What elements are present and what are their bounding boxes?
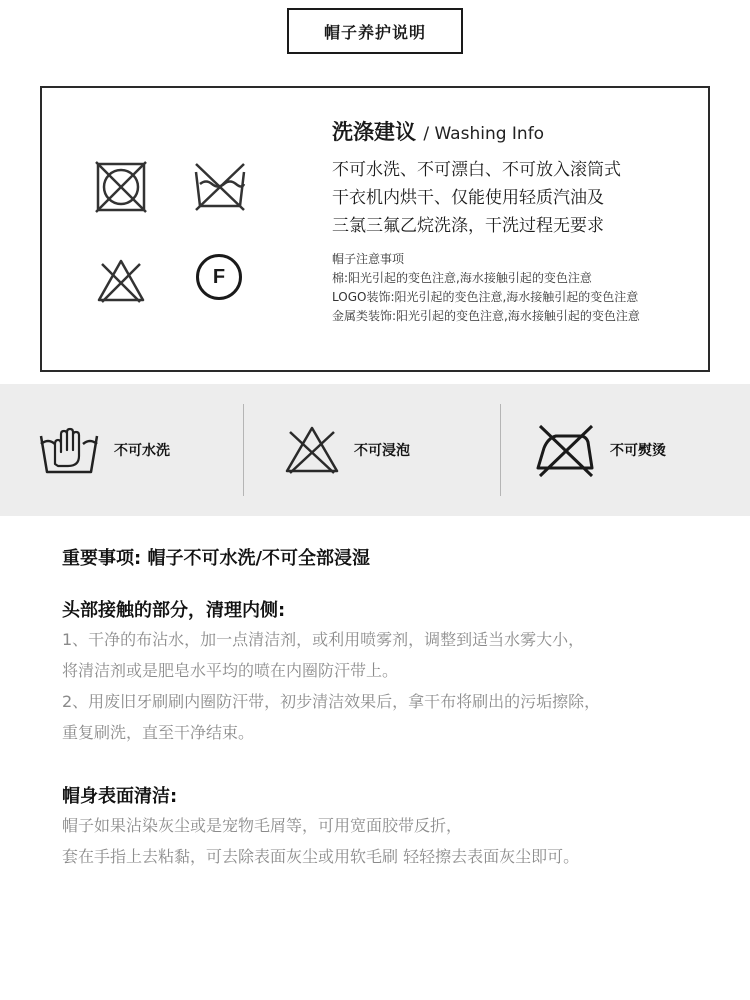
section-line: 1、干净的布沾水，加一点清洁剂，或利用喷雾剂，调整到适当水雾大小， — [62, 630, 585, 649]
section-line: 套在手指上去粘黏，可去除表面灰尘或用软毛刷 轻轻擦去表面灰尘即可。 — [62, 847, 580, 866]
no-iron-icon — [534, 422, 596, 478]
band-item-no-water-wash — [38, 384, 170, 516]
cleaning-notes — [62, 540, 742, 872]
washing-info-text — [332, 118, 702, 326]
care-title-box — [287, 8, 463, 54]
care-note-line: 金属类装饰:阳光引起的变色注意,海水接触引起的变色注意 — [332, 309, 640, 323]
section-line: 帽子如果沾染灰尘或是宠物毛屑等，可用宽面胶带反折， — [62, 816, 463, 835]
surface-cleaning-section — [62, 784, 742, 872]
care-symbols-band — [0, 384, 750, 516]
section-title: 帽身表面清洁: — [62, 786, 178, 807]
no-bleach-icon — [96, 258, 146, 304]
section-title: 头部接触的部分，清理内侧: — [62, 600, 286, 621]
washing-heading-cn: 洗涤建议 — [332, 120, 416, 144]
care-note-line: 棉:阳光引起的变色注意,海水接触引起的变色注意 — [332, 271, 592, 285]
band-divider — [500, 404, 501, 496]
no-tumble-dry-icon — [94, 160, 148, 214]
band-item-no-soak — [284, 384, 410, 516]
no-soak-triangle-icon — [284, 424, 340, 476]
washing-line: 不可水洗、不可漂白、不可放入滚筒式 — [332, 160, 621, 180]
important-notice: 重要事项: 帽子不可水洗/不可全部浸湿 — [62, 548, 371, 569]
washing-info-panel — [40, 86, 710, 372]
section-line: 重复刷洗，直至干净结束。 — [62, 723, 255, 742]
band-label: 不可水洗 — [114, 443, 170, 459]
care-note-line: LOGO装饰:阳光引起的变色注意,海水接触引起的变色注意 — [332, 290, 639, 304]
washing-heading — [332, 118, 702, 148]
band-label: 不可熨烫 — [610, 443, 666, 459]
dry-clean-f-icon — [196, 254, 242, 300]
dry-clean-letter: F — [212, 265, 226, 288]
band-label: 不可浸泡 — [354, 443, 410, 459]
washing-heading-en: / Washing Info — [423, 124, 545, 144]
washing-instructions — [332, 156, 702, 240]
no-wash-basin-icon — [192, 158, 248, 214]
care-notes-title: 帽子注意事项 — [332, 252, 405, 266]
washing-line: 三氯三氟乙烷洗涤，干洗过程无要求 — [332, 216, 604, 236]
section-line: 将清洁剂或是肥皂水平均的喷在内圈防汗带上。 — [62, 661, 399, 680]
section-line: 2、用废旧牙刷刷内圈防汗带，初步清洁效果后，拿干布将刷出的污垢擦除， — [62, 692, 601, 711]
page-title: 帽子养护说明 — [323, 22, 426, 42]
inner-cleaning-section — [62, 598, 742, 748]
washing-line: 干衣机内烘干、仅能使用轻质汽油及 — [332, 188, 604, 208]
care-notes — [332, 250, 702, 326]
band-item-no-iron — [534, 384, 666, 516]
band-divider — [243, 404, 244, 496]
hand-wash-icon — [38, 422, 100, 478]
